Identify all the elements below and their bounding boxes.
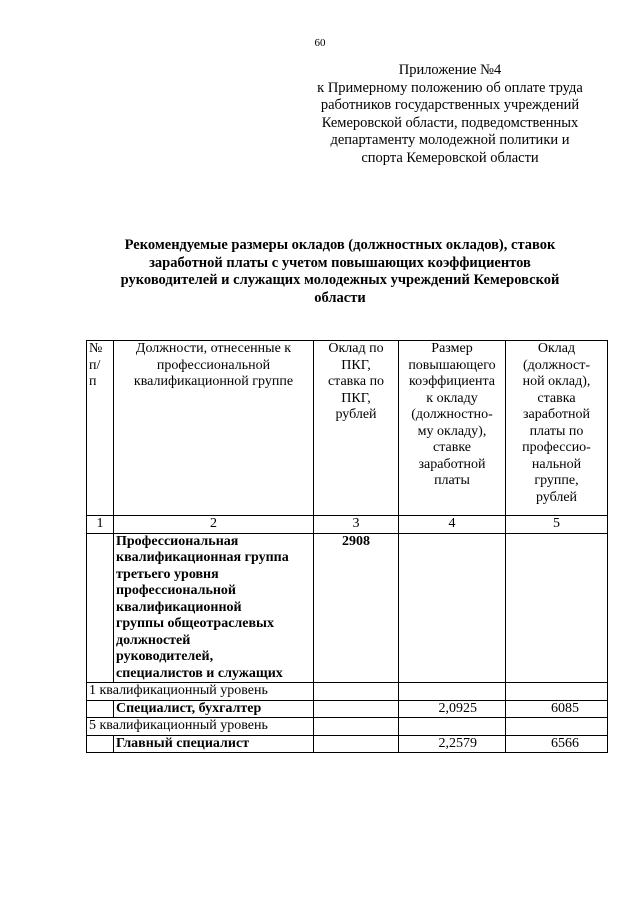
- group-base-salary: 2908: [314, 533, 399, 683]
- column-number: 4: [399, 516, 506, 534]
- appendix-line: Кемеровской области, подведомственных: [321, 114, 579, 131]
- salary-table: [86, 340, 608, 753]
- column-number-row: [87, 516, 608, 534]
- coefficient-value: 2,0925: [399, 700, 506, 718]
- empty-cell: [506, 533, 608, 683]
- header-text: заработной: [418, 456, 486, 472]
- header-text: ПКГ,: [341, 390, 371, 406]
- document-title: [100, 237, 580, 307]
- appendix-line: работников государственных учреждений: [320, 97, 580, 113]
- column-number: 5: [506, 516, 608, 534]
- appendix-line: спорта Кемеровской области: [361, 149, 539, 166]
- column-number: 1: [87, 516, 114, 534]
- header-text: Должности, отнесенные к: [135, 341, 292, 356]
- group-name-line: должностей: [116, 632, 191, 648]
- header-number: [87, 341, 114, 516]
- column-number: 2: [114, 516, 314, 534]
- group-name-line: руководителей,: [116, 649, 214, 664]
- table-row: [87, 700, 608, 718]
- header-text: нальной: [531, 456, 582, 472]
- group-name-line: группы общеотраслевых: [116, 616, 274, 631]
- qualification-level: 5 квалификационный уровень: [87, 718, 314, 736]
- column-number: 3: [314, 516, 399, 534]
- position-name: Специалист, бухгалтер: [114, 700, 314, 718]
- table-row: [87, 735, 608, 753]
- header-text: группе,: [534, 473, 579, 488]
- group-name-line: третьего уровня: [116, 566, 219, 582]
- header-coefficient: [399, 341, 506, 516]
- header-text: Размер: [431, 341, 473, 356]
- coefficient-value: 2,2579: [399, 735, 506, 753]
- group-row: [87, 533, 608, 683]
- header-text: ставке: [433, 440, 471, 455]
- header-text: платы: [434, 473, 470, 488]
- empty-cell: [87, 735, 114, 753]
- header-text: квалификационной группе: [133, 374, 294, 389]
- header-text: к окладу: [426, 390, 478, 406]
- header-text: №: [89, 341, 103, 356]
- header-text: Оклад по: [328, 341, 384, 356]
- header-text: ставка: [537, 390, 576, 406]
- empty-cell: [399, 718, 506, 736]
- title-line: заработной платы с учетом повышающих коэффициентов: [149, 254, 531, 271]
- header-text: (должностно-: [411, 407, 493, 422]
- level-row: [87, 683, 608, 701]
- group-name-line: квалификационная группа: [116, 550, 289, 565]
- group-name-line: специалистов и служащих: [116, 665, 283, 681]
- salary-value: 6085: [506, 700, 608, 718]
- empty-cell: [87, 533, 114, 683]
- appendix-line: к Примерному положению об оплате труда: [317, 79, 583, 96]
- empty-cell: [399, 683, 506, 701]
- group-name-line: профессиональной: [116, 583, 236, 598]
- level-row: [87, 718, 608, 736]
- empty-cell: [314, 683, 399, 701]
- page-number: 60: [314, 37, 326, 49]
- empty-cell: [399, 533, 506, 683]
- group-name-line: Профессиональная: [116, 533, 239, 549]
- position-name: Главный специалист: [114, 735, 314, 753]
- group-name-line: квалификационной: [116, 599, 242, 615]
- header-text: профессиональной: [156, 357, 271, 373]
- title-line: области: [314, 289, 366, 306]
- header-base-salary: [314, 341, 399, 516]
- empty-cell: [314, 735, 399, 753]
- appendix-title: Приложение №4: [398, 62, 502, 78]
- header-text: ПКГ,: [341, 357, 371, 373]
- empty-cell: [506, 683, 608, 701]
- header-text: му окладу),: [417, 423, 487, 439]
- header-text: Оклад: [537, 341, 576, 356]
- title-line: Рекомендуемые размеры окладов (должностных окладов), ставок: [124, 237, 556, 253]
- header-text: ставка по: [327, 374, 385, 389]
- empty-cell: [87, 700, 114, 718]
- header-text: коэффициента: [409, 374, 495, 389]
- header-text: заработной: [523, 407, 590, 422]
- header-text: (должност-: [522, 357, 591, 373]
- header-text: п/: [89, 357, 101, 373]
- group-name: [114, 533, 314, 683]
- empty-cell: [506, 718, 608, 736]
- header-text: п: [89, 374, 97, 389]
- header-text: рублей: [335, 407, 377, 422]
- title-line: руководителей и служащих молодежных учреждений Кемеровской: [120, 272, 560, 288]
- empty-cell: [314, 718, 399, 736]
- salary-value: 6566: [506, 735, 608, 753]
- qualification-level: 1 квалификационный уровень: [87, 683, 314, 701]
- empty-cell: [314, 700, 399, 718]
- header-text: повышающего: [408, 357, 496, 373]
- header-position: [114, 341, 314, 516]
- appendix-header: [300, 62, 600, 167]
- header-text: рублей: [535, 489, 578, 505]
- header-text: ной оклад),: [522, 374, 591, 389]
- header-text: платы по: [529, 423, 584, 439]
- header-salary: [506, 341, 608, 516]
- header-text: профессио-: [522, 440, 591, 455]
- appendix-line: департаменту молодежной политики и: [330, 132, 570, 148]
- table-header-row: [87, 341, 608, 516]
